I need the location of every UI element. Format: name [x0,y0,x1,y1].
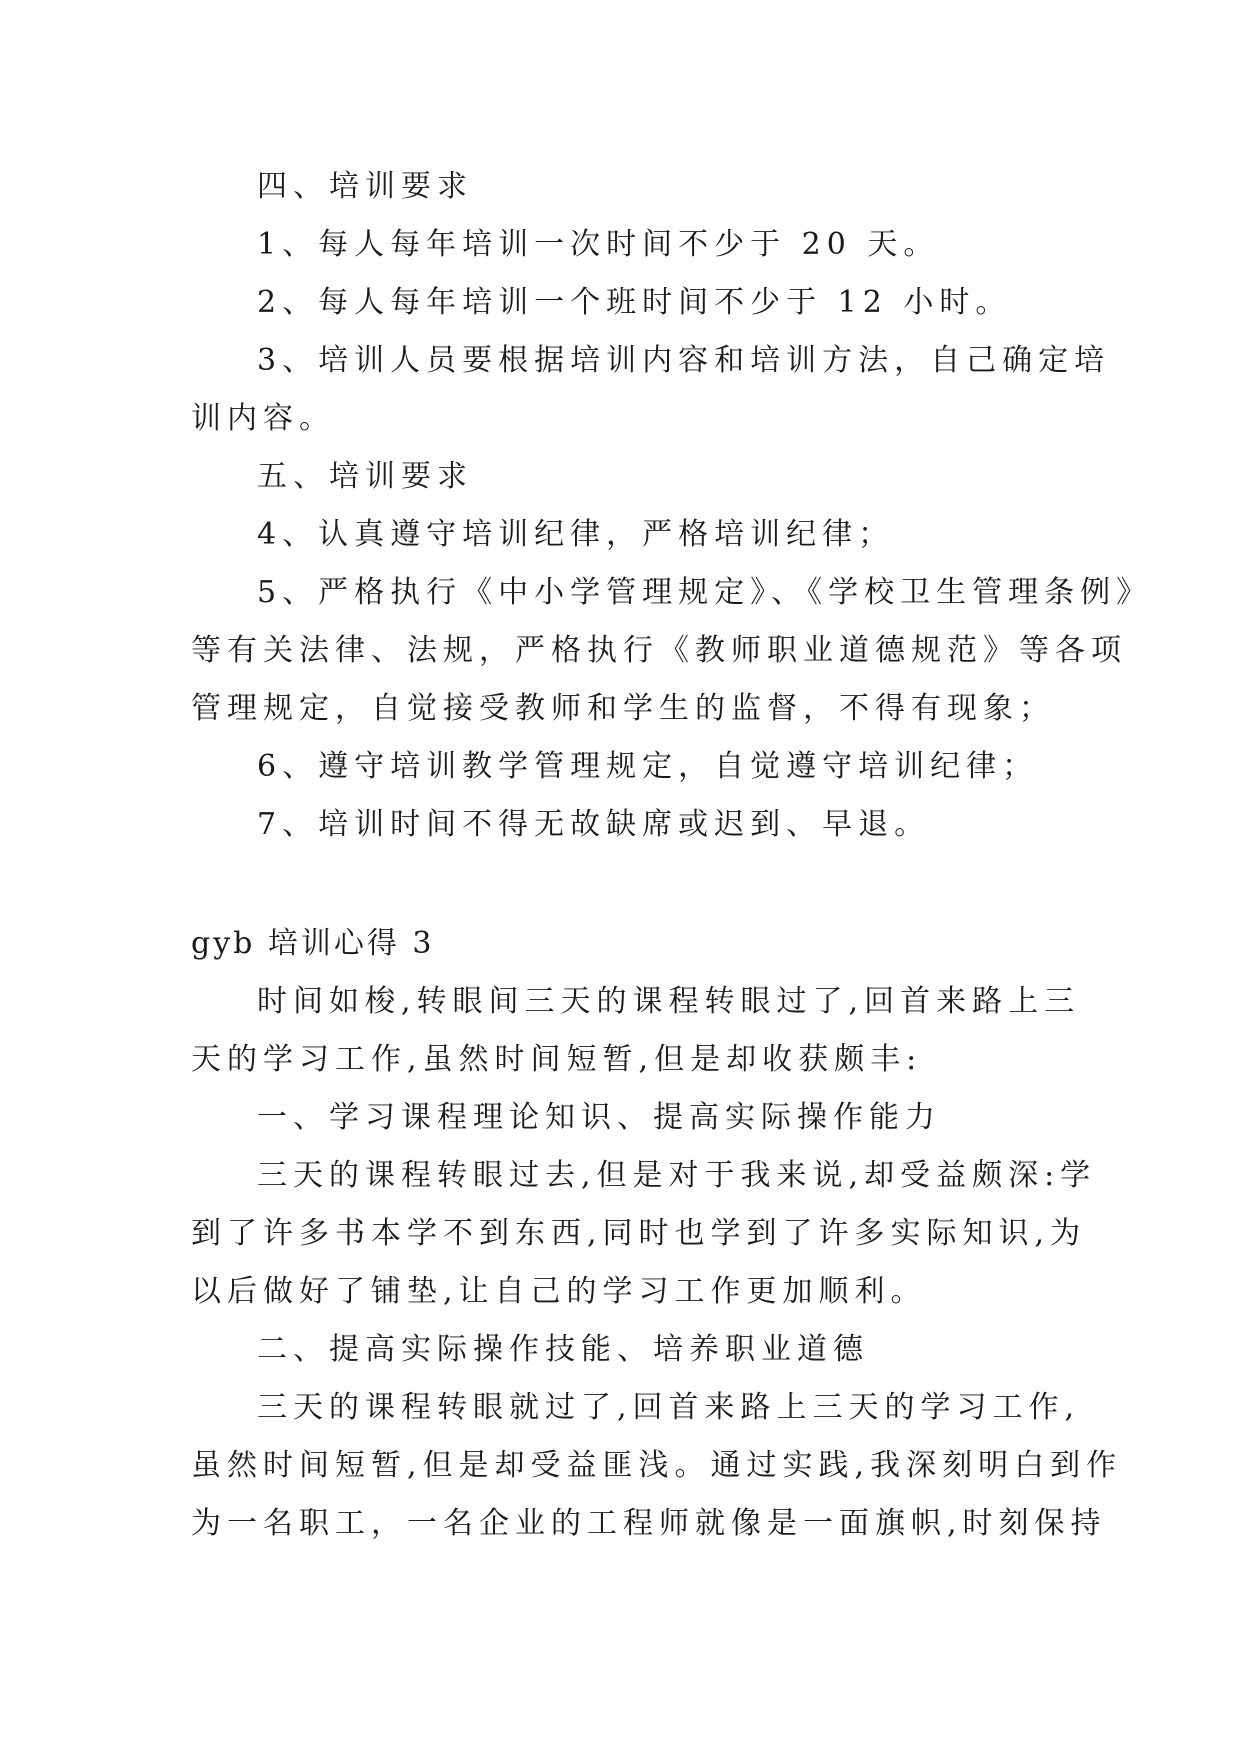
paragraph-line: 时间如梭,转眼间三天的课程转眼过了,回首来路上三 [257,984,1081,1019]
paragraph-line: 5、严格执行《中小学管理规定》、《学校卫生管理条例》 [257,575,1153,610]
section-heading: 二、提高实际操作技能、培养职业道德 [257,1332,869,1367]
paragraph-line: 4、认真遵守培训纪律，严格培训纪律； [257,517,895,552]
paragraph-line: 虽然时间短暂,但是却受益匪浅。通过实践,我深刻明白到作 [191,1448,1123,1483]
paragraph-line: 为一名职工，一名企业的工程师就像是一面旗帜,时刻保持 [191,1506,1107,1541]
section-title: gyb 培训心得 3 [191,926,435,961]
paragraph-line: 三天的课程转眼过去,但是对于我来说,却受益颇深:学 [257,1158,1097,1193]
paragraph-line: 以后做好了铺垫,让自己的学习工作更加顺利。 [191,1274,927,1309]
paragraph-line: 天的学习工作,虽然时间短暂,但是却收获颇丰: [191,1042,923,1077]
paragraph-line: 6、遵守培训教学管理规定，自觉遵守培训纪律； [257,749,1039,784]
section-heading: 一、学习课程理论知识、提高实际操作能力 [257,1100,941,1135]
paragraph-line: 1、每人每年培训一次时间不少于 20 天。 [257,227,940,262]
training-reflection-section [191,915,1123,1553]
paragraph-line: 管理规定，自觉接受教师和学生的监督，不得有现象； [191,691,1055,726]
paragraph-line: 三天的课程转眼就过了,回首来路上三天的学习工作, [257,1390,1081,1425]
section-heading: 五、培训要求 [257,459,473,494]
paragraph-line: 训内容。 [191,401,335,436]
section-heading: 四、培训要求 [257,169,473,204]
paragraph-line: 2、每人每年培训一个班时间不少于 12 小时。 [257,285,1012,320]
paragraph-line: 到了许多书本学不到东西,同时也学到了许多实际知识,为 [191,1216,1087,1251]
paragraph-line: 7、培训时间不得无故缺席或迟到、早退。 [257,807,931,842]
paragraph-line: 3、培训人员要根据培训内容和培训方法，自己确定培 [257,343,1111,378]
paragraph-line: 等有关法律、法规，严格执行《教师职业道德规范》等各项 [191,633,1127,668]
training-requirements-section [191,158,1153,854]
